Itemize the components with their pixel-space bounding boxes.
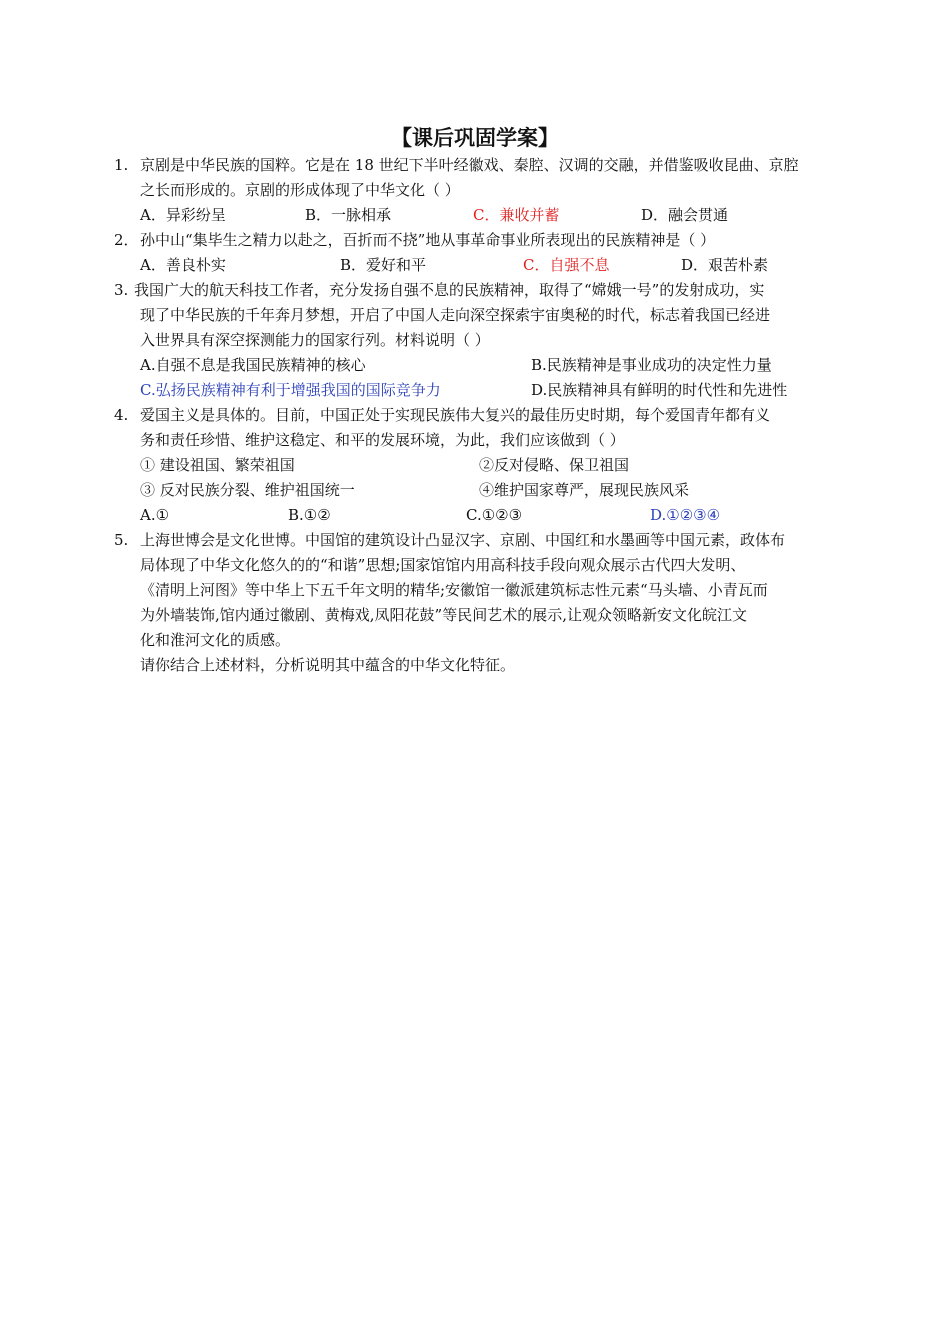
question-3-option-c-answer: C.弘扬民族精神有利于增强我国的国际竞争力	[140, 381, 441, 399]
question-1-option-a: A．异彩纷呈	[140, 206, 226, 224]
question-3-text-line3: 入世界具有深空探测能力的国家行列。材料说明（ ）	[140, 331, 490, 349]
question-5-text-line1: 上海世博会是文化世博。中国馆的建筑设计凸显汉字、京剧、中国红和水墨画等中国元素，政体布	[140, 531, 786, 549]
question-5-text-line4: 为外墙装饰,馆内通过徽剧、黄梅戏,凤阳花鼓”等民间艺术的展示,让观众领略新安文化皖江文	[140, 606, 747, 624]
question-4-text-line2: 务和责任珍惜、维护这稳定、和平的发展环境，为此，我们应该做到（ ）	[140, 431, 625, 449]
question-2-text-line1: 孙中山“集毕生之精力以赴之，百折而不挠”地从事革命事业所表现出的民族精神是（ ）	[140, 231, 716, 249]
question-4-item-2: ②反对侵略、保卫祖国	[479, 456, 630, 474]
question-2-option-a: A．善良朴实	[140, 256, 226, 274]
question-5-number: 5.	[114, 531, 129, 549]
question-1-text-line2: 之长而形成的。京剧的形成体现了中华文化（ ）	[140, 181, 460, 199]
question-3-option-d: D.民族精神具有鲜明的时代性和先进性	[531, 381, 788, 399]
question-2-option-d: D．艰苦朴素	[681, 256, 769, 274]
question-3-text-line1: 我国广大的航天科技工作者，充分发扬自强不息的民族精神，取得了“嫦娥一号”的发射成功，实	[134, 281, 765, 299]
question-4-number: 4.	[114, 406, 129, 424]
question-3-option-a: A.自强不息是我国民族精神的核心	[140, 356, 366, 374]
question-1-option-d: D．融会贯通	[641, 206, 729, 224]
question-2-option-c-answer: C．自强不息	[523, 256, 610, 274]
question-1-number: 1.	[114, 156, 129, 174]
question-1-option-b: B．一脉相承	[305, 206, 392, 224]
question-4-text-line1: 爱国主义是具体的。目前，中国正处于实现民族伟大复兴的最佳历史时期，每个爱国青年都有义	[140, 406, 771, 424]
question-4-item-4: ④维护国家尊严，展现民族风采	[479, 481, 690, 499]
question-3-text-line2: 现了中华民族的千年奔月梦想，开启了中国人走向深空探索宇宙奥秘的时代，标志着我国已经进	[140, 306, 771, 324]
question-5-prompt: 请你结合上述材料，分析说明其中蕴含的中华文化特征。	[140, 656, 516, 674]
question-2-number: 2．	[114, 231, 139, 249]
question-5-text-line3: 《清明上河图》等中华上下五千年文明的精华;安徽馆一徽派建筑标志性元素“马头墙、小青瓦而	[140, 581, 768, 599]
question-5-text-line2: 局体现了中华文化悠久的的“和谐”思想;国家馆馆内用高科技手段向观众展示古代四大发明、	[140, 556, 746, 574]
question-4-item-3: ③ 反对民族分裂、维护祖国统一	[140, 481, 355, 499]
question-2-option-b: B．爱好和平	[340, 256, 427, 274]
page-title: 【课后巩固学案】	[391, 126, 559, 150]
question-4-option-c: C.①②③	[466, 506, 523, 524]
question-4-option-a: A.①	[140, 506, 170, 524]
question-1-text-line1: 京剧是中华民族的国粹。它是在 18 世纪下半叶经徽戏、秦腔、汉调的交融，并借鉴吸收昆曲、京腔	[140, 156, 799, 174]
question-5-text-line5: 化和淮河文化的质感。	[140, 631, 291, 649]
question-1-option-c-answer: C．兼收并蓄	[473, 206, 560, 224]
question-4-option-b: B.①②	[288, 506, 331, 524]
question-4-option-d-answer: D.①②③④	[650, 506, 721, 524]
question-3-number: 3.	[114, 281, 129, 299]
question-4-item-1: ① 建设祖国、繁荣祖国	[140, 456, 295, 474]
question-3-option-b: B.民族精神是事业成功的决定性力量	[531, 356, 772, 374]
